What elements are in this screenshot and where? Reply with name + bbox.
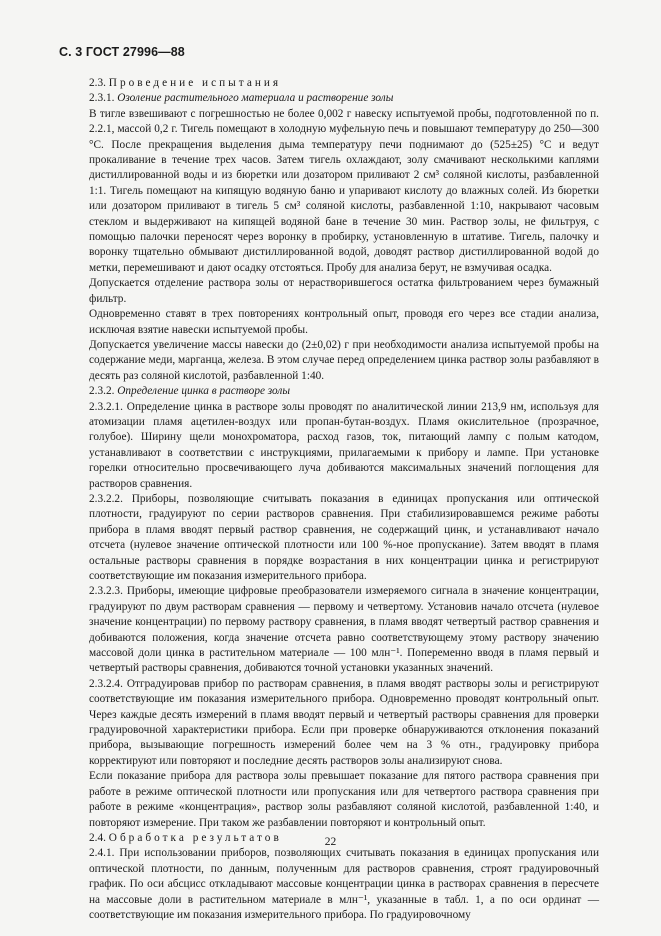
paragraph: 2.3.2.4. Отградуировав прибор по растворам сравнения, в пламя вводят растворы золы и регистрируют соответствующие им показания измерительного прибора. Одновременно проводят контрольный опыт. Через каждые десять измерений в пламя вводят первый и четвертый растворы сравнения для проверки градуировочной характеристики прибора. Если при проверке обнаруживаются отклонения показаний прибора, вызывающие погрешность измерений более чем на 3 % отн., градуировку прибора корректируют или повторяют и последние десять растворов золы анализируют снова. <box>89 677 599 767</box>
section-title: Проведение испытания <box>108 77 282 89</box>
page-header: С. 3 ГОСТ 27996—88 <box>59 45 185 59</box>
section-number: 2.3.1. <box>89 92 115 105</box>
paragraph: Одновременно ставят в трех повторениях контрольный опыт, проводя его через все стадии анализа, исключая взятие навески испытуемой пробы. <box>89 308 599 336</box>
section-number: 2.4. <box>89 831 106 844</box>
paragraph: 2.3.2.2. Приборы, позволяющие считывать показания в единицах пропускания или оптической плотности, градуируют по серии растворов сравнения. При стабилизировавшемся режиме работы прибора в пламя вводят первый раствор сравнения, не содержащий цинк, и устанавливают начало отсчета (нулевое значение оптической плотности или 100 %-ное пропускание). Затем вводят в пламя остальные растворы сравнения в порядке возрастания в них концентрации цинка и регистрируют соответствующие им показания измерительного прибора. <box>89 492 599 582</box>
section-title: Обработка результатов <box>108 831 282 844</box>
section-number: 2.3. <box>89 77 106 89</box>
paragraph: Если показание прибора для раствора золы превышает показание для пятого раствора сравнения при работе в режиме оптической плотности или пропускания или для четвертого раствора сравнения при работе в режиме «концентрация», раствор золы разбавляют соляной кислотой, разбавленной 1:40, и повторяют измерение. При таком же разбавлении повторяют и контрольный опыт. <box>89 770 599 829</box>
section-heading <box>89 384 599 399</box>
paragraph: Допускается отделение раствора золы от нерастворившегося остатка фильтрованием через бумажный фильтр. <box>89 277 599 305</box>
paragraph: В тигле взвешивают с погрешностью не более 0,002 г навеску испытуемой пробы, подготовленной по п. 2.2.1, массой 0,2 г. Тигель помещают в холодную муфельную печь и повышают температуру до 250—300 °С. После прекращения выделения дыма температуру печи поднимают до (525±25) °С и ведут прокаливание в течение трех часов. Затем тигель охлаждают, золу смачивают несколькими каплями дистиллированной воды и из бюретки или дозатором приливают 2 см³ соляной кислоты, разбавленной 1:1. Тигель помещают на кипящую водяную баню и упаривают кислоту до влажных солей. Из бюретки или дозатором приливают в тигель 5 см³ соляной кислоты, разбавленной 1:10, накрывают часовым стеклом и выдерживают на кипящей водяной бане в течение 30 мин. Раствор золы, не фильтруя, с помощью палочки переносят через воронку в пробирку, установленную в штативе. Тигель, палочку и воронку тщательно обмывают дистиллированной водой, доводят раствор дистиллированной водой до метки, перемешивают и дают осадку отстояться. Пробу для анализа берут, не взмучивая осадка. <box>89 107 599 274</box>
section-title: Озоление растительного материала и растворение золы <box>117 92 394 105</box>
paragraph: 2.3.2.3. Приборы, имеющие цифровые преобразователи измеряемого сигнала в значение концентрации, градуируют по двум растворам сравнения — первому и четвертому. Установив начало отсчета (нулевое значение концентрации) по первому раствору сравнения, в пламя вводят четвертый раствор сравнения и добиваются положения, когда значение отсчета равно соответствующему этому раствору значению массовой доли цинка в растительном материале — 100 млн⁻¹. Попеременно вводя в пламя первый и четвертый растворы сравнения, добиваются точной установки указанных значений. <box>89 585 599 675</box>
section-heading <box>89 76 599 91</box>
section-number: 2.3.2. <box>89 385 115 398</box>
section-heading <box>89 91 599 106</box>
document-body <box>89 76 599 923</box>
page-number: 22 <box>324 836 337 848</box>
paragraph: 2.3.2.1. Определение цинка в растворе золы проводят по аналитической линии 213,9 нм, используя для атомизации пламя ацетилен-воздух или пропан-бутан-воздух. Пламя окислительное (прозрачное, голубое). Ширину щели монохроматора, расход газов, ток, питающий лампу с полым катодом, устанавливают в соответствии с инструкциями, прилагаемыми к прибору и лампе. При установке горелки относительно просвечивающего луча добиваются максимальных значений поглощения для растворов сравнения. <box>89 400 599 490</box>
paragraph: 2.4.1. При использовании приборов, позволяющих считывать показания в единицах пропускания или оптической плотности, по данным, полученным для растворов сравнения, строят градуировочный график. По оси абсцисс откладывают массовые концентрации цинка в растворах сравнения в пересчете на массовые доли в растительном материале в млн⁻¹, указанные в табл. 1, а по оси ординат — соответствующие им показания измерительного прибора. По градуировочному <box>89 847 599 921</box>
section-title: Определение цинка в растворе золы <box>117 385 291 398</box>
paragraph: Допускается увеличение массы навески до (2±0,02) г при необходимости анализа испытуемой пробы на содержание меди, марганца, железа. В этом случае перед определением цинка раствор золы разбавляют в десять раз соляной кислотой, разбавленной 1:40. <box>89 338 599 382</box>
